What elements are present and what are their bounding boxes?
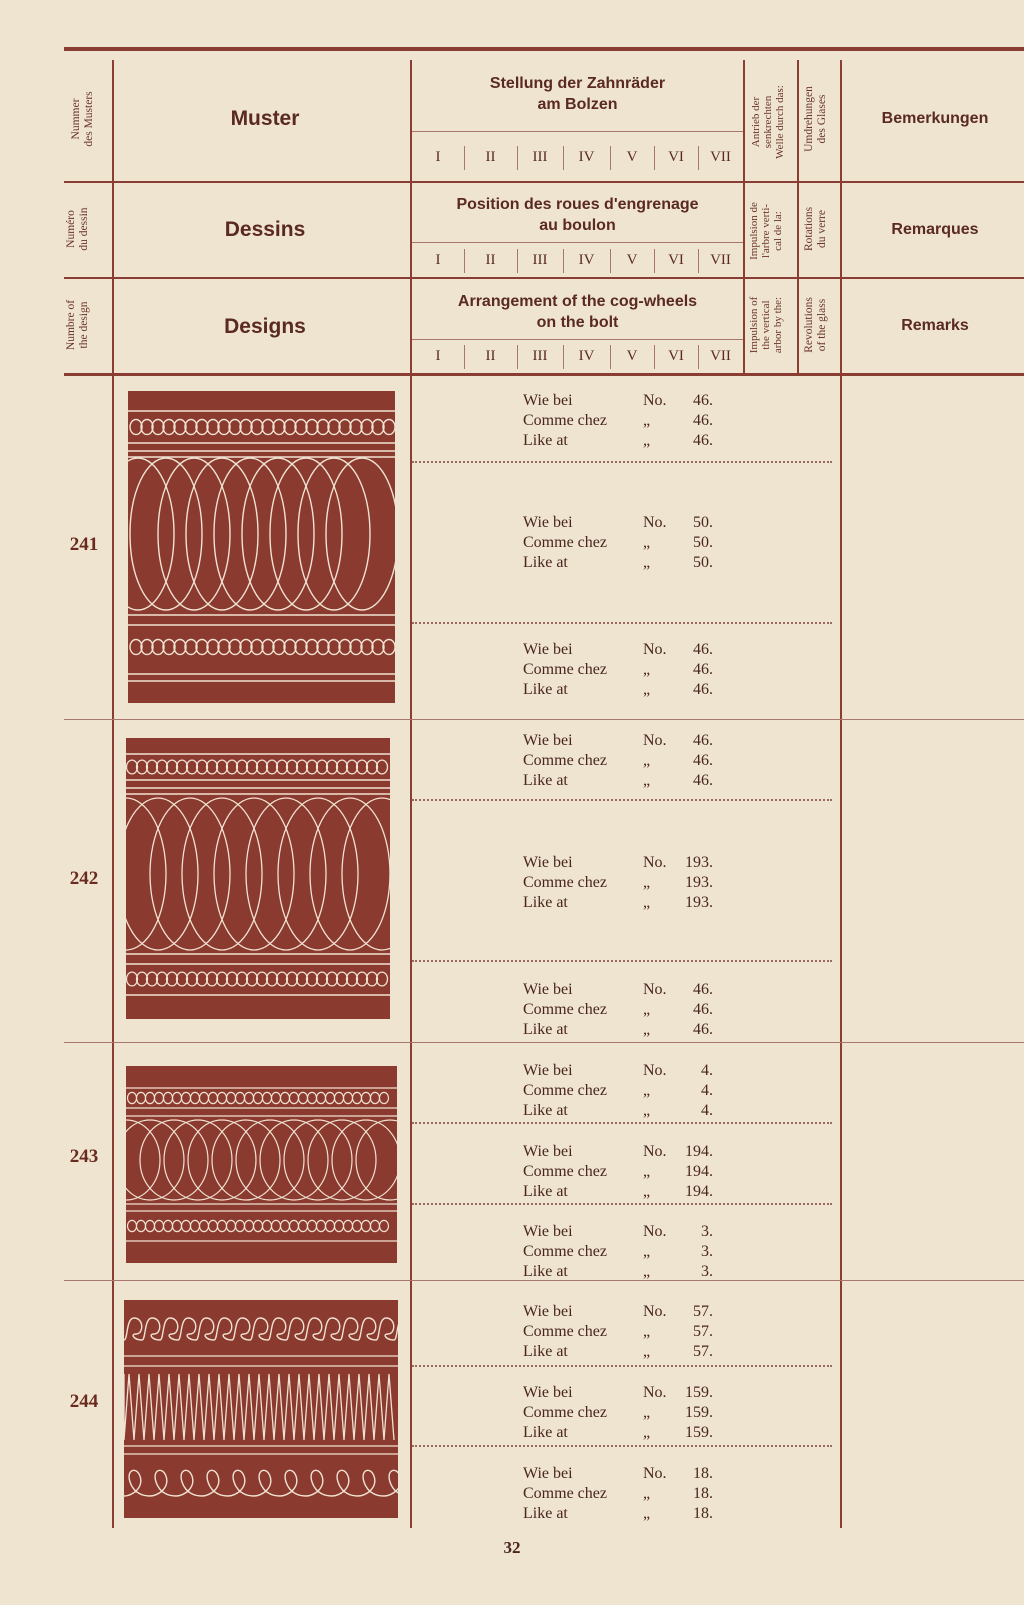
rotations-col-header-fr: Rotations du verre [803,206,828,252]
row-divider-242-243 [64,1042,1024,1043]
reference-block [523,640,713,700]
roman-separator [464,249,465,273]
reference-label: Wie bei [523,1465,573,1482]
roman-numeral: III [532,348,548,364]
reference-number: 57. [693,1323,713,1340]
roman-separator [517,249,518,273]
reference-number: 46. [693,392,713,409]
design-col-header-fr: Dessins [224,218,306,241]
roman-numeral: IV [578,348,595,364]
number-abbrev: No. [643,1465,667,1482]
roman-separator [464,146,465,170]
ref-divider [412,1365,832,1367]
design-number: 242 [69,868,99,889]
roman-separator [654,146,655,170]
ditto-mark: „ [643,1505,651,1522]
reference-block [523,1302,713,1362]
ditto-mark: „ [643,1404,651,1421]
reference-label: Like at [523,681,568,698]
roman-separator [698,146,699,170]
ref-divider [412,1122,832,1124]
number-col-header-de: Nummer des Musters [70,91,95,147]
top-rule [64,47,1024,51]
ditto-mark: „ [643,1001,651,1018]
ditto-mark: „ [643,412,651,429]
roman-separator [464,345,465,369]
reference-label: Comme chez [523,1082,607,1099]
reference-number: 46. [693,772,713,789]
reference-label: Like at [523,432,568,449]
gear-title-de: Stellung der Zahnräder am Bolzen [489,75,666,113]
reference-number: 159. [685,1384,713,1401]
remarks-col-header-fr: Remarques [891,221,979,238]
ditto-mark: „ [643,752,651,769]
number-abbrev: No. [643,392,667,409]
number-abbrev: No. [643,1062,667,1079]
design-number: 243 [69,1146,99,1167]
reference-label: Wie bei [523,1062,573,1079]
reference-number: 57. [693,1343,713,1360]
roman-numeral: II [485,252,496,268]
reference-block [523,1061,713,1121]
reference-label: Comme chez [523,1243,607,1260]
page-number: 32 [503,1538,521,1557]
roman-separator [698,345,699,369]
reference-label: Wie bei [523,1384,573,1401]
design-pattern-242 [126,738,390,1019]
reference-label: Like at [523,772,568,789]
roman-separator [610,249,611,273]
reference-number: 50. [693,534,713,551]
reference-label: Like at [523,1183,568,1200]
reference-number: 3. [701,1223,713,1240]
reference-block [523,1142,713,1202]
design-number: 244 [69,1391,99,1412]
drive-col-header-de: Antrieb der senkrechten Welle durch das: [750,85,786,159]
reference-block [523,853,713,913]
reference-label: Wie bei [523,1223,573,1240]
reference-number: 3. [701,1263,713,1280]
roman-numeral: VI [668,252,684,268]
reference-number: 159. [685,1424,713,1441]
col-rule-rotations [840,60,842,1528]
roman-separator [563,345,564,369]
reference-label: Like at [523,1424,568,1441]
reference-number: 4. [701,1082,713,1099]
reference-label: Like at [523,1505,568,1522]
reference-label: Like at [523,1263,568,1280]
reference-number: 4. [701,1102,713,1119]
col-rule-number [112,60,114,1528]
reference-block [523,731,713,791]
roman-numeral: III [532,149,548,165]
reference-label: Wie bei [523,641,573,658]
reference-number: 4. [701,1062,713,1079]
reference-number: 194. [685,1183,713,1200]
design-col-header-en: Designs [224,315,306,338]
reference-number: 50. [693,514,713,531]
reference-number: 46. [693,752,713,769]
reference-number: 46. [693,432,713,449]
reference-number: 193. [685,874,713,891]
drive-col-header-fr: Impulsion de l'arbre verti- cal de la: [748,202,784,260]
reference-block [523,980,713,1040]
roman-separator [654,345,655,369]
roman-separator [563,249,564,273]
number-abbrev: No. [643,854,667,871]
reference-number: 46. [693,981,713,998]
roman-numeral: IV [578,149,595,165]
roman-numeral: V [626,252,638,268]
reference-label: Comme chez [523,534,607,551]
ref-divider [412,1203,832,1205]
reference-label: Comme chez [523,752,607,769]
remarks-col-header-de: Bemerkungen [881,110,989,127]
ditto-mark: „ [643,1323,651,1340]
ditto-mark: „ [643,894,651,911]
number-col-header-fr: Numéro du dessin [65,207,90,251]
reference-label: Comme chez [523,1163,607,1180]
reference-number: 50. [693,554,713,571]
ref-divider [412,799,832,801]
reference-label: Like at [523,1021,568,1038]
reference-label: Comme chez [523,1404,607,1421]
roman-rule-2 [412,242,743,243]
reference-number: 193. [685,854,713,871]
rotations-col-header-en: Revolutions of the glass [803,297,828,353]
number-abbrev: No. [643,732,667,749]
roman-numeral: V [626,348,638,364]
roman-numeral: I [435,149,441,165]
ditto-mark: „ [643,681,651,698]
reference-label: Comme chez [523,661,607,678]
reference-number: 18. [693,1485,713,1502]
reference-number: 159. [685,1404,713,1421]
drive-col-header-en: Impulsion of the vertical arbor by the: [748,296,784,354]
roman-numeral: VII [710,348,731,364]
reference-number: 18. [693,1505,713,1522]
reference-label: Comme chez [523,1485,607,1502]
reference-number: 194. [685,1163,713,1180]
row-divider-241-242 [64,719,1024,720]
roman-numeral: II [485,348,496,364]
ditto-mark: „ [643,1263,651,1280]
reference-label: Like at [523,1343,568,1360]
reference-block [523,513,713,573]
number-abbrev: No. [643,641,667,658]
reference-label: Comme chez [523,412,607,429]
reference-number: 46. [693,641,713,658]
ditto-mark: „ [643,432,651,449]
reference-label: Comme chez [523,874,607,891]
ditto-mark: „ [643,874,651,891]
ditto-mark: „ [643,554,651,571]
design-number: 241 [69,534,99,555]
roman-separator [517,146,518,170]
roman-numeral: VI [668,149,684,165]
reference-label: Wie bei [523,1143,573,1160]
header-rule-3 [64,373,1024,376]
reference-label: Wie bei [523,514,573,531]
roman-numeral: II [485,149,496,165]
number-abbrev: No. [643,1303,667,1320]
col-rule-gears-end [743,60,745,373]
reference-label: Wie bei [523,854,573,871]
reference-block [523,391,713,451]
roman-separator [563,146,564,170]
design-pattern-243 [126,1066,397,1263]
number-abbrev: No. [643,1143,667,1160]
col-rule-design [410,60,412,1528]
ditto-mark: „ [643,534,651,551]
roman-separator [698,249,699,273]
reference-label: Wie bei [523,732,573,749]
design-col-header-de: Muster [230,107,300,130]
header-rule-2 [64,277,1024,279]
roman-rule-3 [412,339,743,340]
gear-title-en: Arrangement of the cog-wheels on the bolt [457,293,698,331]
reference-number: 194. [685,1143,713,1160]
reference-label: Wie bei [523,1303,573,1320]
reference-label: Wie bei [523,981,573,998]
reference-number: 193. [685,894,713,911]
reference-number: 46. [693,1021,713,1038]
reference-number: 18. [693,1465,713,1482]
reference-label: Comme chez [523,1001,607,1018]
roman-separator [610,345,611,369]
reference-number: 46. [693,1001,713,1018]
roman-rule-1 [412,131,743,132]
design-pattern-241 [128,391,395,703]
ditto-mark: „ [643,661,651,678]
number-abbrev: No. [643,1223,667,1240]
reference-block [523,1464,713,1524]
roman-separator [610,146,611,170]
reference-number: 46. [693,732,713,749]
reference-number: 46. [693,661,713,678]
roman-numeral: III [532,252,548,268]
ditto-mark: „ [643,1102,651,1119]
remarks-col-header-en: Remarks [901,317,969,334]
roman-numeral: VI [668,348,684,364]
roman-separator [654,249,655,273]
number-col-header-en: Numbre of the design [65,299,90,351]
ditto-mark: „ [643,1243,651,1260]
reference-block [523,1383,713,1443]
reference-block [523,1222,713,1282]
ref-divider [412,1445,832,1447]
ref-divider [412,622,832,624]
ditto-mark: „ [643,1485,651,1502]
reference-label: Comme chez [523,1323,607,1340]
number-abbrev: No. [643,514,667,531]
number-abbrev: No. [643,981,667,998]
reference-label: Like at [523,554,568,571]
header-rule-1 [64,181,1024,183]
roman-numeral: V [626,149,638,165]
ditto-mark: „ [643,772,651,789]
ref-divider [412,960,832,962]
reference-label: Like at [523,894,568,911]
roman-numeral: VII [710,252,731,268]
col-rule-drive [797,60,799,373]
ditto-mark: „ [643,1183,651,1200]
reference-number: 57. [693,1303,713,1320]
reference-number: 3. [701,1243,713,1260]
rotations-col-header-de: Umdrehungen des Glases [803,86,828,152]
number-abbrev: No. [643,1384,667,1401]
roman-numeral: VII [710,149,731,165]
reference-number: 46. [693,412,713,429]
roman-numeral: IV [578,252,595,268]
design-pattern-244 [124,1300,398,1518]
ditto-mark: „ [643,1343,651,1360]
ditto-mark: „ [643,1424,651,1441]
roman-numeral: I [435,348,441,364]
gear-title-fr: Position des roues d'engrenage au boulon [456,196,699,234]
ref-divider [412,461,832,463]
reference-label: Like at [523,1102,568,1119]
roman-numeral: I [435,252,441,268]
reference-number: 46. [693,681,713,698]
reference-label: Wie bei [523,392,573,409]
ditto-mark: „ [643,1082,651,1099]
roman-separator [517,345,518,369]
ditto-mark: „ [643,1021,651,1038]
ditto-mark: „ [643,1163,651,1180]
